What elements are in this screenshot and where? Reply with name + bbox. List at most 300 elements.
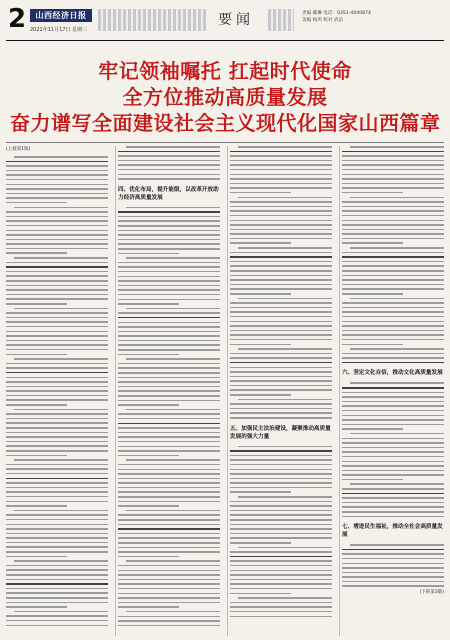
text-line (230, 316, 332, 318)
text-line (14, 611, 108, 613)
text-line (118, 386, 220, 388)
text-line (6, 239, 108, 241)
text-line (118, 574, 220, 576)
headline-rule (6, 142, 444, 143)
text-line (14, 308, 108, 310)
headline-line-3: 奋力谱写全面建设社会主义现代化国家山西篇章 (10, 111, 441, 135)
text-line (230, 270, 332, 272)
text-line (342, 357, 444, 359)
text-line (118, 367, 220, 369)
text-line (118, 372, 220, 374)
text-line (342, 169, 444, 171)
text-line (342, 224, 444, 226)
text-line (230, 183, 332, 185)
text-line (118, 155, 220, 157)
text-line (126, 560, 220, 562)
text-line (14, 409, 108, 411)
text-line (342, 316, 444, 318)
text-line (342, 419, 444, 421)
subheading: 六、坚定文化自信，推动文化高质量发展 (342, 370, 443, 377)
text-line (342, 479, 403, 481)
text-line (230, 339, 332, 341)
text-line (118, 620, 220, 622)
text-line (230, 261, 332, 263)
text-line (6, 266, 108, 268)
text-line (342, 410, 444, 412)
text-line (230, 464, 332, 466)
text-line (230, 284, 332, 286)
text-line (6, 468, 108, 470)
text-line (230, 256, 332, 258)
text-line (6, 546, 108, 548)
text-line (118, 542, 220, 544)
subheading: 五、加强民主法治建设，凝聚推动高质量发展的强大力量 (230, 425, 331, 440)
text-line (118, 588, 220, 590)
text-line (6, 285, 108, 287)
text-line (6, 390, 108, 392)
text-line (6, 418, 108, 420)
text-line (342, 493, 444, 495)
text-line (230, 169, 332, 171)
text-line (118, 169, 220, 171)
text-line (230, 293, 291, 295)
text-line (118, 239, 220, 241)
text-line (118, 404, 179, 406)
text-line (118, 225, 220, 227)
text-line (6, 349, 108, 351)
text-line (230, 528, 332, 530)
text-line (230, 519, 332, 521)
text-line (6, 367, 108, 369)
text-line (230, 616, 332, 618)
text-line (238, 446, 332, 448)
text-line (342, 187, 444, 189)
text-line (6, 317, 108, 319)
text-line (6, 519, 108, 521)
text-line (350, 146, 444, 148)
text-line (118, 377, 220, 379)
text-line (342, 549, 444, 551)
text-line (118, 280, 220, 282)
text-line (126, 409, 220, 411)
text-line (342, 160, 444, 162)
text-line (6, 496, 108, 498)
text-line (230, 385, 332, 387)
text-line (342, 396, 444, 398)
text-line (342, 465, 444, 467)
text-line (6, 335, 108, 337)
text-line (6, 588, 108, 590)
text-line (230, 537, 332, 539)
text-line (230, 389, 332, 391)
editor-line: 责编 戴琳 电话：0351-4040874 (302, 11, 371, 16)
text-line (6, 432, 108, 434)
text-line (342, 321, 444, 323)
text-line (118, 482, 220, 484)
text-line (342, 284, 444, 286)
text-line (230, 353, 332, 355)
subheading: 七、增进民生福祉，推动全社会高质量发展 (342, 524, 443, 539)
text-line (230, 321, 332, 323)
text-line (342, 229, 444, 231)
text-line (118, 326, 220, 328)
text-line (6, 243, 108, 245)
text-line (342, 192, 403, 194)
section-title: 要闻 (206, 9, 266, 31)
text-line (342, 252, 444, 254)
issue-date: 2021年11月17日 星期三 (30, 27, 88, 33)
text-line (342, 288, 444, 290)
text-line (230, 155, 332, 157)
text-line (342, 438, 444, 440)
text-line (230, 473, 332, 475)
text-line (118, 243, 220, 245)
text-line (230, 307, 332, 309)
text-line (6, 326, 108, 328)
text-line (118, 469, 220, 471)
text-line (126, 459, 220, 461)
text-line (342, 392, 444, 394)
article-body (6, 146, 444, 636)
text-line (118, 253, 179, 255)
column-3 (230, 146, 332, 636)
text-line (342, 293, 403, 295)
text-line (230, 288, 332, 290)
text-line (6, 606, 67, 608)
text-line (6, 450, 108, 452)
subheading: 四、优化布局，提升能级，以改革开放助力经济高质量发展 (118, 186, 219, 201)
text-line (118, 211, 220, 213)
text-line (126, 257, 220, 259)
text-line (6, 579, 108, 581)
text-line (342, 233, 444, 235)
column-1 (6, 146, 108, 636)
text-line (118, 335, 220, 337)
column-2 (118, 146, 220, 636)
text-line (6, 482, 108, 484)
text-line (230, 487, 332, 489)
text-line (230, 611, 332, 613)
text-line (6, 395, 108, 397)
text-line (118, 299, 220, 301)
text-line (118, 487, 220, 489)
text-line (6, 216, 108, 218)
text-line (14, 257, 108, 259)
text-line (126, 510, 220, 512)
text-line (342, 456, 444, 458)
masthead-rule (6, 40, 444, 41)
text-line (6, 262, 108, 264)
text-line (6, 165, 108, 167)
text-line (118, 248, 220, 250)
text-line (342, 178, 444, 180)
editor-line: 美编 杨鸿 校对 武洁 (302, 18, 344, 23)
text-line (342, 502, 444, 504)
continuation-tag: (下转第3版) (419, 590, 444, 596)
text-line (342, 497, 444, 499)
text-line (230, 252, 332, 254)
text-line (6, 615, 108, 617)
text-line (118, 151, 220, 153)
text-line (238, 348, 332, 350)
text-line (118, 160, 220, 162)
text-line (342, 164, 444, 166)
headline-line-1: 牢记领袖嘱托 扛起时代使命 (98, 59, 352, 83)
text-line (230, 408, 332, 410)
lead-tag: (上接第1版) (6, 147, 31, 152)
text-line (238, 247, 332, 249)
text-line (342, 401, 444, 403)
text-line (14, 510, 108, 512)
text-line (350, 247, 444, 249)
text-line (230, 570, 332, 572)
text-line (6, 331, 108, 333)
text-line (6, 427, 108, 429)
text-line (230, 514, 332, 516)
text-line (118, 262, 220, 264)
text-line (238, 298, 332, 300)
text-line (118, 234, 220, 236)
text-line (118, 230, 220, 232)
text-line (6, 280, 108, 282)
text-line (6, 542, 108, 544)
text-line (230, 371, 332, 373)
text-line (118, 528, 220, 530)
text-line (118, 174, 220, 176)
text-line (118, 354, 179, 356)
text-line (14, 207, 108, 209)
text-line (350, 544, 444, 546)
text-block (118, 146, 220, 180)
text-line (230, 164, 332, 166)
text-line (342, 558, 444, 560)
text-line (6, 565, 108, 567)
text-line (118, 625, 220, 627)
text-line (342, 461, 444, 463)
text-line (350, 483, 444, 485)
text-line (6, 441, 108, 443)
text-line (230, 242, 291, 244)
text-line (230, 362, 332, 364)
text-line (118, 322, 220, 324)
text-line (126, 207, 220, 209)
text-line (118, 381, 220, 383)
text-line (118, 551, 220, 553)
text-line (342, 447, 444, 449)
text-line (6, 179, 108, 181)
text-block (342, 544, 444, 587)
text-line (342, 553, 444, 555)
text-line (6, 230, 108, 232)
text-line (118, 436, 220, 438)
text-line (6, 161, 108, 163)
text-line (230, 151, 332, 153)
text-line (342, 256, 444, 258)
text-line (6, 537, 108, 539)
text-line (230, 606, 332, 608)
text-line (118, 164, 220, 166)
text-line (342, 270, 444, 272)
text-line (342, 415, 444, 417)
text-line (118, 271, 220, 273)
text-line (118, 432, 220, 434)
text-line (230, 510, 332, 512)
text-line (6, 312, 108, 314)
page-number: 2 (8, 4, 27, 34)
text-line (6, 197, 108, 199)
text-line (118, 473, 220, 475)
editor-info (302, 10, 444, 24)
text-line (6, 514, 108, 516)
text-line (118, 533, 220, 535)
text-line (230, 455, 332, 457)
text-line (230, 412, 332, 414)
text-line (230, 579, 332, 581)
text-line (118, 514, 220, 516)
text-line (230, 394, 291, 396)
text-line (230, 491, 291, 493)
text-line (118, 178, 220, 180)
text-line (6, 399, 108, 401)
text-line (118, 565, 220, 567)
column-divider (115, 146, 116, 636)
text-line (342, 474, 444, 476)
text-line (230, 505, 332, 507)
text-line (118, 496, 220, 498)
text-line (6, 340, 108, 342)
text-line (342, 307, 444, 309)
text-line (118, 390, 220, 392)
text-line (6, 478, 108, 480)
text-line (230, 459, 332, 461)
text-line (230, 469, 332, 471)
column-divider (227, 146, 228, 636)
text-line (342, 325, 444, 327)
text-line (342, 206, 444, 208)
text-line (350, 348, 444, 350)
text-line (14, 358, 108, 360)
text-line (118, 216, 220, 218)
text-line (118, 285, 220, 287)
text-line (118, 519, 220, 521)
text-line (230, 215, 332, 217)
text-line (6, 602, 108, 604)
text-line (6, 464, 108, 466)
text-line (230, 524, 332, 526)
text-line (342, 362, 444, 364)
text-line (230, 279, 332, 281)
text-line (118, 276, 220, 278)
text-line (230, 311, 332, 313)
text-line (118, 289, 220, 291)
text-line (6, 445, 108, 447)
text-line (230, 478, 332, 480)
text-line (6, 220, 108, 222)
text-line (118, 303, 179, 305)
text-line (6, 377, 108, 379)
text-line (6, 386, 108, 388)
text-line (118, 478, 220, 480)
text-line (342, 581, 444, 583)
text-line (6, 354, 67, 356)
text-line (238, 146, 332, 148)
text-line (6, 455, 67, 457)
text-line (6, 294, 108, 296)
text-block (342, 382, 444, 517)
text-line (342, 334, 444, 336)
text-line (118, 450, 220, 452)
text-line (342, 576, 444, 578)
text-line (118, 464, 220, 466)
text-line (342, 424, 444, 426)
text-line (238, 597, 332, 599)
text-line (6, 556, 67, 558)
text-line (118, 418, 220, 420)
text-line (6, 188, 108, 190)
text-line (118, 455, 179, 457)
text-line (342, 563, 444, 565)
text-line (342, 567, 444, 569)
text-line (230, 334, 332, 336)
text-block (342, 146, 444, 363)
text-line (6, 524, 108, 526)
text-line (350, 197, 444, 199)
text-line (230, 417, 332, 419)
text-line (230, 210, 332, 212)
text-line (342, 585, 444, 587)
text-line (6, 533, 108, 535)
text-line (126, 308, 220, 310)
text-line (118, 266, 220, 268)
text-line (118, 344, 220, 346)
text-block (230, 446, 332, 617)
text-line (6, 372, 108, 374)
text-line (230, 450, 332, 452)
text-line (118, 602, 220, 604)
text-line (342, 405, 444, 407)
text-line (118, 400, 220, 402)
text-line (230, 330, 332, 332)
text-line (342, 242, 403, 244)
text-line (6, 275, 108, 277)
text-line (118, 547, 220, 549)
text-line (6, 211, 108, 213)
text-line (230, 233, 332, 235)
text-line (118, 331, 220, 333)
text-line (6, 381, 108, 383)
text-line (230, 551, 332, 553)
text-line (342, 442, 444, 444)
text-line (6, 625, 108, 627)
text-line (118, 597, 220, 599)
text-line (230, 178, 332, 180)
text-line (14, 156, 108, 158)
text-line (342, 174, 444, 176)
text-line (14, 459, 108, 461)
text-line (6, 551, 108, 553)
text-line (6, 363, 108, 365)
text-line (350, 298, 444, 300)
text-line (118, 524, 220, 526)
text-line (342, 516, 444, 518)
text-line (342, 572, 444, 574)
text-line (342, 428, 403, 430)
text-line (230, 367, 332, 369)
text-line (6, 597, 108, 599)
text-line (118, 570, 220, 572)
text-line (342, 155, 444, 157)
text-line (118, 579, 220, 581)
